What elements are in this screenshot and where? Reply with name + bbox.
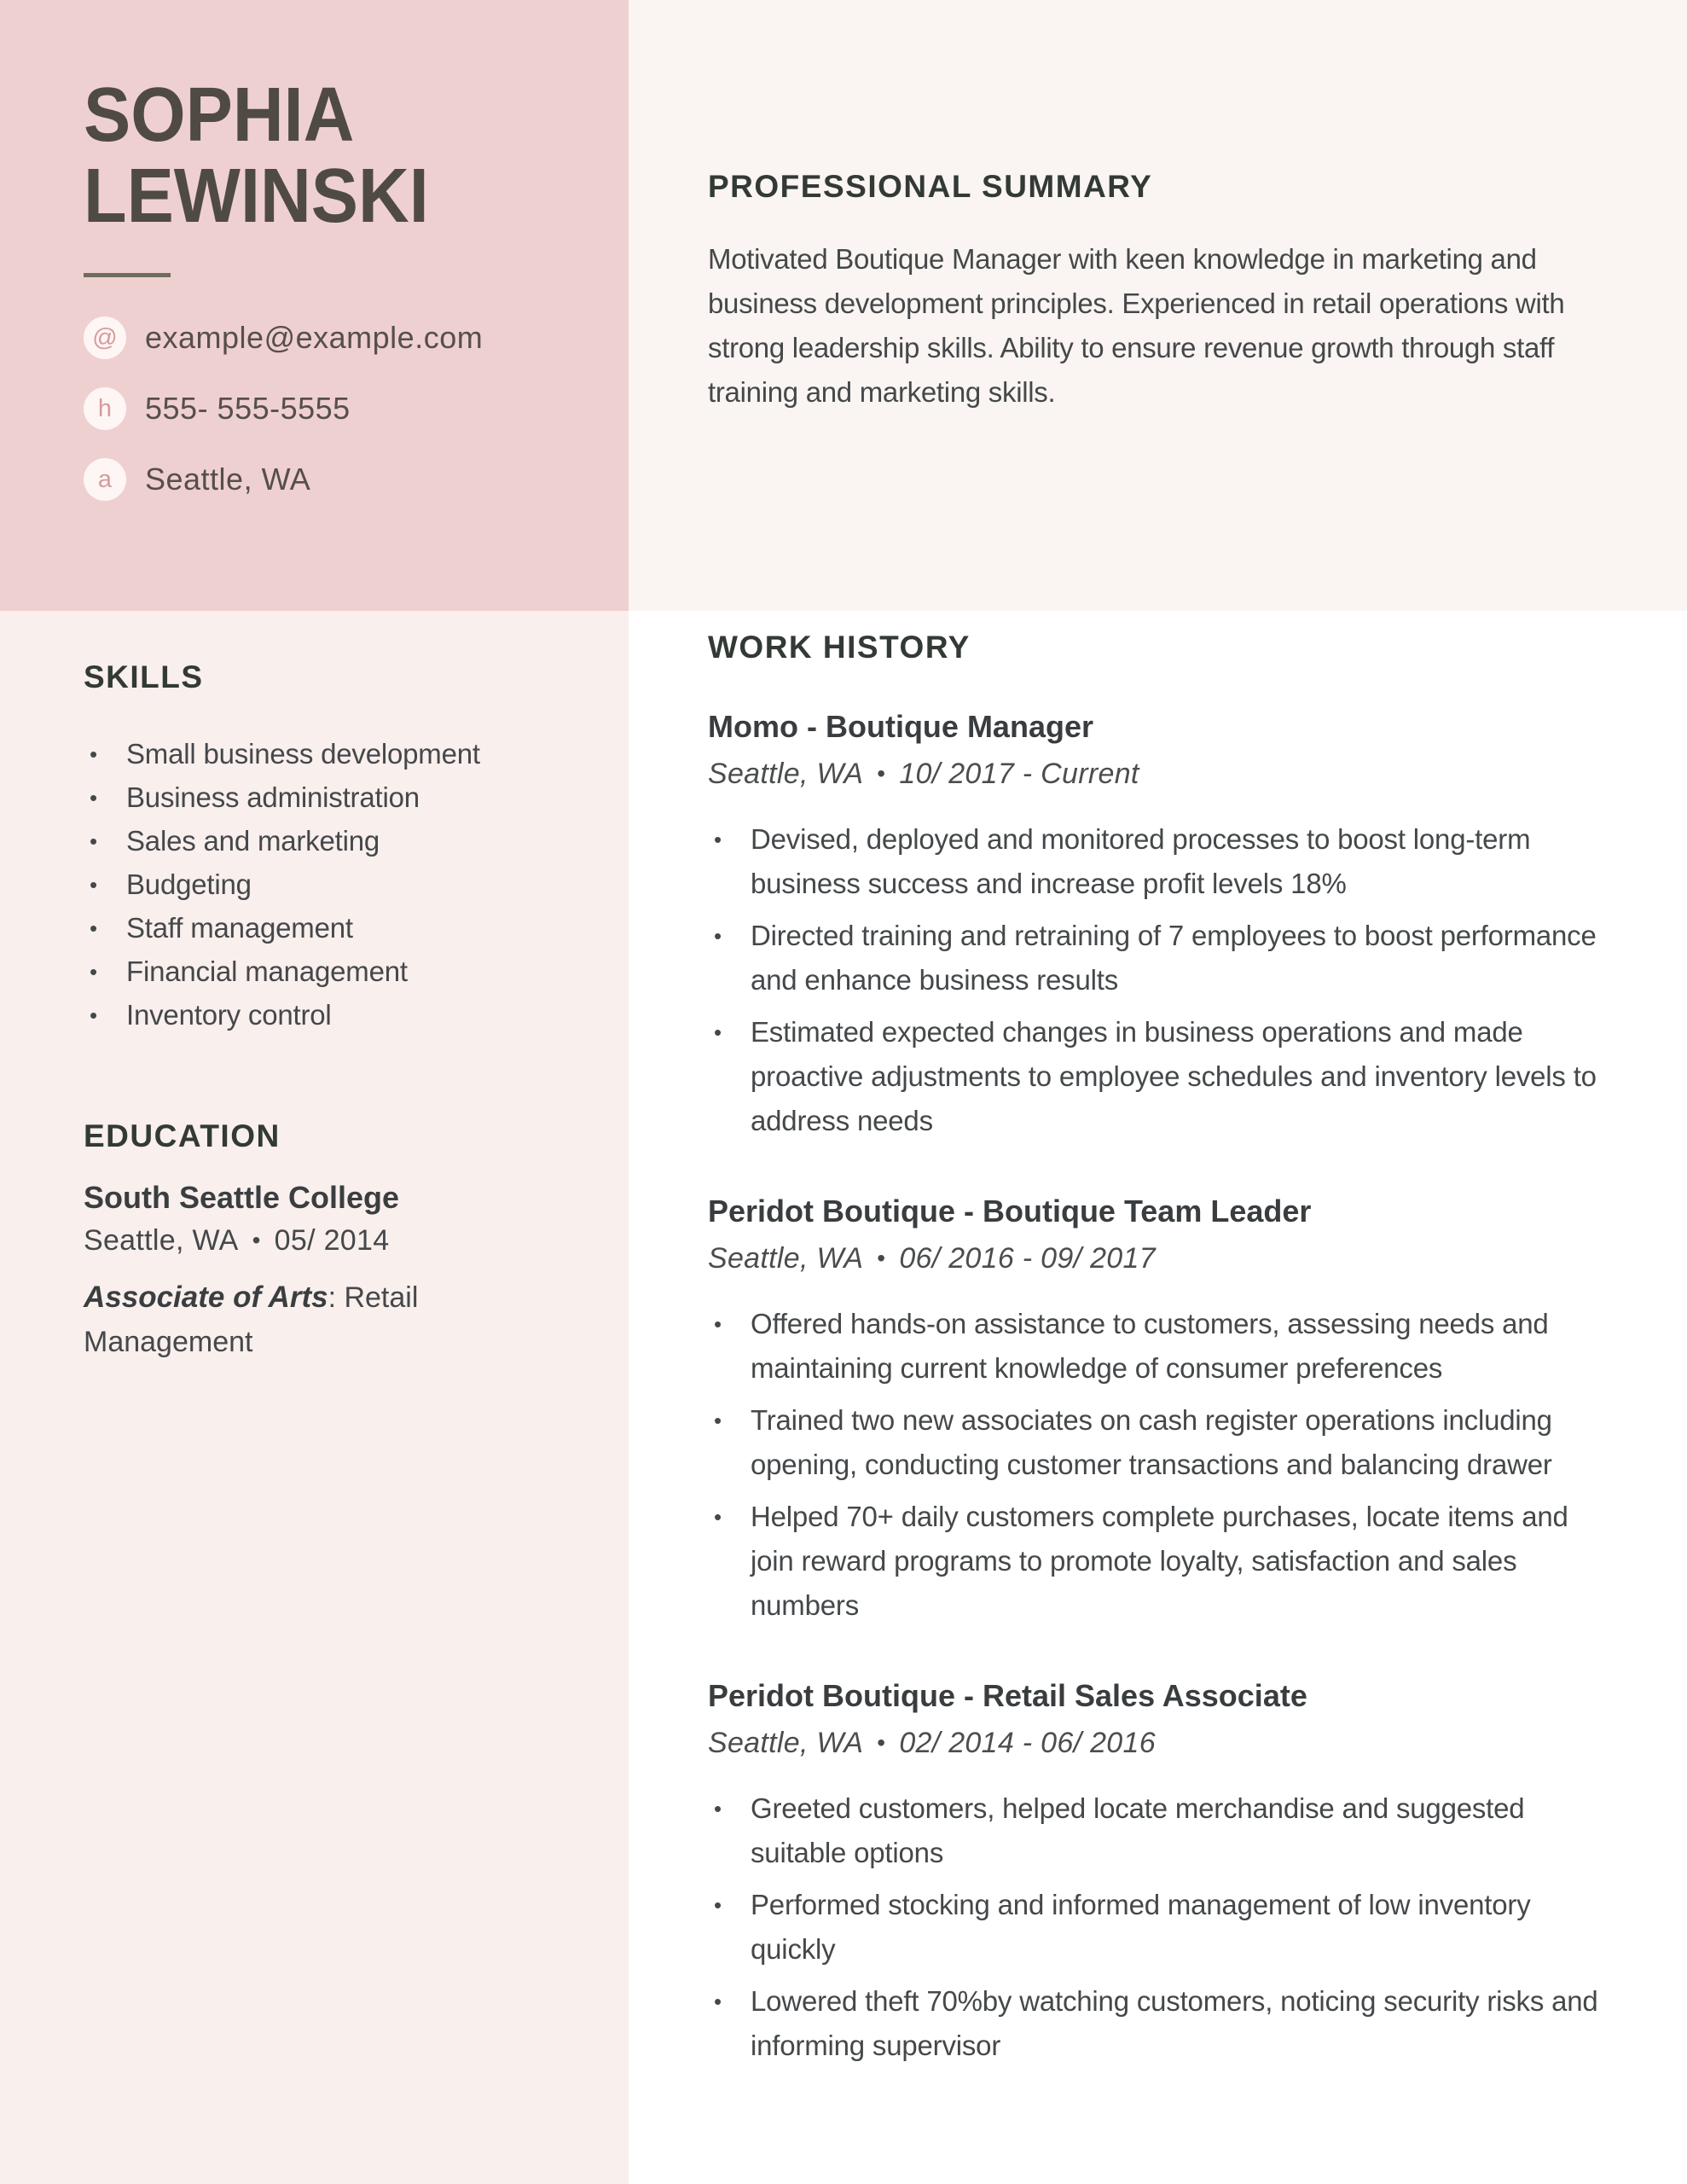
- bullet-dot: •: [714, 1408, 722, 1433]
- summary-section: [708, 0, 1612, 415]
- email-at-icon: @: [84, 317, 126, 359]
- education-meta: [84, 1219, 594, 1262]
- phone-icon: h: [84, 387, 126, 430]
- bullet-dot: •: [714, 1796, 722, 1821]
- job-entry-peridot-sales-associate: [708, 1676, 1612, 2068]
- skills-heading: SKILLS: [84, 659, 204, 694]
- bullet-dot: •: [714, 1989, 722, 2014]
- job-bullet-text: Devised, deployed and monitored processes to boost long-term business success and increase profit levels 18%: [751, 823, 1531, 899]
- job-bullet: [708, 1979, 1612, 2068]
- bullet-dot: •: [90, 959, 97, 985]
- job-bullet: [708, 1786, 1612, 1875]
- job-entry-peridot-team-leader: [708, 1191, 1612, 1628]
- bullet-dot: •: [90, 785, 97, 810]
- job-bullet-text: Helped 70+ daily customers complete purchases, locate items and join reward programs to promote loyalty, satisfaction and sales numbers: [751, 1501, 1568, 1621]
- summary-heading: PROFESSIONAL SUMMARY: [708, 169, 1153, 204]
- contact-email-value: example@example.com: [145, 320, 484, 355]
- job-entry-momo-boutique-manager: [708, 706, 1612, 1143]
- job-dates: 02/ 2014 - 06/ 2016: [899, 1727, 1156, 1759]
- skill-item: [84, 907, 594, 950]
- meta-separator: •: [877, 760, 886, 787]
- name-last: LEWINSKI: [84, 154, 429, 239]
- education-degree: [84, 1275, 548, 1364]
- skills-section: [84, 659, 594, 1037]
- education-date: 05/ 2014: [274, 1224, 390, 1257]
- skill-item: [84, 863, 594, 906]
- job-meta: [708, 1722, 1612, 1764]
- bullet-dot: •: [714, 827, 722, 852]
- skill-label: Financial management: [126, 956, 408, 987]
- job-meta: [708, 752, 1612, 795]
- contact-list: [84, 317, 594, 501]
- bullet-dot: •: [90, 872, 97, 897]
- skill-label: Business administration: [126, 781, 420, 813]
- job-bullet: [708, 1883, 1612, 1972]
- summary-text: Motivated Boutique Manager with keen knowledge in marketing and business development principles. Experienced in retail operations with strong leadership skills. Ability to ensure revenue growth through staff training and marketing skills.: [708, 243, 1565, 408]
- skill-label: Inventory control: [126, 999, 332, 1031]
- job-dates: 10/ 2017 - Current: [899, 758, 1139, 790]
- meta-separator: •: [252, 1227, 261, 1253]
- skill-label: Sales and marketing: [126, 825, 380, 857]
- job-bullet-text: Directed training and retraining of 7 employees to boost performance and enhance business results: [751, 920, 1597, 996]
- job-bullet-list: [708, 1786, 1612, 2068]
- skill-item: [84, 950, 594, 993]
- job-bullet-text: Offered hands-on assistance to customers, assessing needs and maintaining current knowledge of consumer preferences: [751, 1308, 1549, 1384]
- job-title: Peridot Boutique - Boutique Team Leader: [708, 1194, 1312, 1228]
- job-bullet: [708, 817, 1612, 906]
- contact-location: [84, 458, 594, 501]
- bullet-dot: •: [714, 1504, 722, 1530]
- job-bullet-text: Trained two new associates on cash register operations including opening, conducting customer transactions and balancing drawer: [751, 1404, 1552, 1480]
- sidebar: [0, 0, 629, 2184]
- contact-location-value: Seattle, WA: [145, 462, 311, 497]
- degree-name: Associate of Arts: [84, 1281, 328, 1314]
- job-location: Seattle, WA: [708, 758, 864, 790]
- skill-item: [84, 994, 594, 1037]
- job-location: Seattle, WA: [708, 1242, 864, 1275]
- meta-separator: •: [877, 1729, 886, 1756]
- location-icon: a: [84, 458, 126, 501]
- meta-separator: •: [877, 1245, 886, 1271]
- name-divider: [84, 273, 171, 277]
- bullet-dot: •: [90, 915, 97, 941]
- job-bullet: [708, 914, 1612, 1002]
- skill-label: Staff management: [126, 912, 353, 944]
- name-first: SOPHIA: [84, 73, 355, 158]
- work-history-section: [708, 630, 1612, 2068]
- job-bullet: [708, 1398, 1612, 1487]
- skill-label: Budgeting: [126, 868, 252, 900]
- work-history-heading: WORK HISTORY: [708, 630, 971, 665]
- skill-item: [84, 820, 594, 863]
- job-title: Momo - Boutique Manager: [708, 709, 1093, 744]
- contact-phone-value: 555- 555-5555: [145, 391, 351, 426]
- job-title: Peridot Boutique - Retail Sales Associate: [708, 1678, 1307, 1713]
- job-bullet: [708, 1495, 1612, 1628]
- bullet-dot: •: [714, 1019, 722, 1045]
- job-bullet-list: [708, 1302, 1612, 1628]
- contact-phone: [84, 387, 594, 430]
- bullet-dot: •: [90, 741, 97, 767]
- job-bullet: [708, 1010, 1612, 1143]
- job-location: Seattle, WA: [708, 1727, 864, 1759]
- bullet-dot: •: [714, 1892, 722, 1918]
- bullet-dot: •: [714, 923, 722, 949]
- job-bullet: [708, 1302, 1612, 1391]
- bullet-dot: •: [714, 1311, 722, 1337]
- job-bullet-text: Performed stocking and informed management of low inventory quickly: [751, 1889, 1531, 1965]
- skill-item: [84, 733, 594, 775]
- skill-label: Small business development: [126, 738, 480, 770]
- job-bullet-text: Estimated expected changes in business operations and made proactive adjustments to employee schedules and inventory levels to address needs: [751, 1016, 1597, 1136]
- job-dates: 06/ 2016 - 09/ 2017: [899, 1242, 1156, 1275]
- job-bullet-text: Greeted customers, helped locate merchandise and suggested suitable options: [751, 1792, 1525, 1868]
- job-bullet-list: [708, 817, 1612, 1143]
- job-meta: [708, 1237, 1612, 1280]
- education-location: Seattle, WA: [84, 1224, 239, 1257]
- degree-detail: : Retail Management: [84, 1281, 419, 1358]
- contact-email: [84, 317, 594, 359]
- skills-list: [84, 733, 594, 1037]
- education-heading: EDUCATION: [84, 1118, 281, 1153]
- education-section: [84, 1118, 594, 1364]
- main-column: [629, 0, 1687, 2184]
- bullet-dot: •: [90, 828, 97, 854]
- job-bullet-text: Lowered theft 70%by watching customers, noticing security risks and informing supervisor: [751, 1985, 1598, 2061]
- name-block: [84, 0, 594, 277]
- education-school: South Seattle College: [84, 1180, 400, 1215]
- skill-item: [84, 776, 594, 819]
- bullet-dot: •: [90, 1002, 97, 1028]
